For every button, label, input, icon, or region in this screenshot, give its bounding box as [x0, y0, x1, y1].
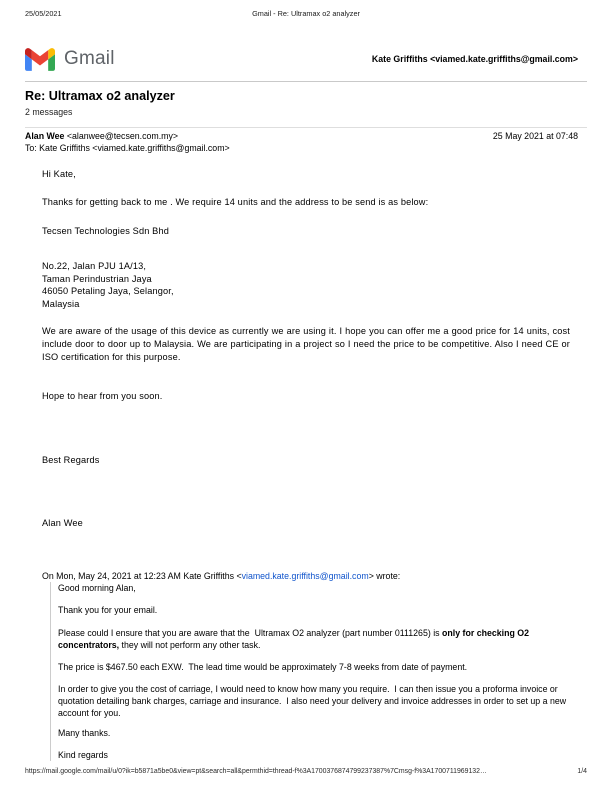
quote-paragraph: Kind regards: [58, 750, 108, 760]
print-title: Gmail - Re: Ultramax o2 analyzer: [252, 9, 360, 18]
message-header: [25, 131, 578, 141]
quoted-message: [50, 582, 578, 761]
gmail-logo-text: Gmail: [64, 48, 115, 69]
attribution-prefix: On Mon, May 24, 2021 at 12:23 AM Kate Griffiths <: [42, 571, 242, 581]
address-line: Taman Perindustrian Jaya: [42, 273, 152, 284]
quote-paragraph: Many thanks.: [58, 728, 111, 738]
print-date: 25/05/2021: [25, 9, 62, 18]
quote-paragraph: Thank you for your email.: [58, 605, 158, 615]
gmail-m-icon: [25, 48, 55, 71]
body-paragraph: Hope to hear from you soon.: [42, 391, 163, 401]
address-block: [42, 260, 570, 310]
recipient-line: To: Kate Griffiths <viamed.kate.griffiths@gmail.com>: [25, 143, 230, 153]
account-owner: Kate Griffiths <viamed.kate.griffiths@gmail.com>: [371, 54, 578, 64]
quote-text: Please could I ensure that you are aware that the Ultramax O2 analyzer (part number 0111265) is: [58, 628, 443, 638]
quote-paragraph: The price is $467.50 each EXW. The lead time would be approximately 7-8 weeks from date of payment.: [58, 662, 468, 672]
footer-page-number: 1/4: [577, 768, 587, 775]
body-paragraph: Thanks for getting back to me . We require 14 units and the address to be send is as below:: [42, 197, 429, 207]
quoted-message-section: [42, 570, 578, 761]
sender-email: <alanwee@tecsen.com.my>: [64, 131, 179, 141]
quote-paragraph: [58, 627, 578, 651]
gmail-header-row: [25, 44, 578, 74]
address-line: No.22, Jalan PJU 1A/13,: [42, 261, 147, 271]
message-body: [42, 168, 570, 530]
footer-url: https://mail.google.com/mail/u/0?ik=b5871a5be0&view=pt&search=all&permthid=thread-f%3A1700376874799237387%7Cmsg-f%3A1700711969132…: [25, 768, 487, 775]
message-count: 2 messages: [25, 107, 73, 117]
sender-line: [25, 131, 178, 141]
address-line: Malaysia: [42, 298, 80, 309]
quote-attribution: [42, 570, 578, 582]
body-paragraph: We are aware of the usage of this device as currently we are using it. I hope you can offer me a good price for 14 units, cost include door to door up to Malaysia. We are participating in a project so I need the price to be competitive. Also I need CE or ISO certification for this purpose.: [42, 326, 570, 362]
message-date: 25 May 2021 at 07:48: [492, 131, 578, 141]
print-meta-row: [0, 9, 612, 21]
closing-line: Best Regards: [42, 454, 100, 465]
company-name: Tecsen Technologies Sdn Bhd: [42, 226, 169, 236]
body-greeting: Hi Kate,: [42, 169, 76, 179]
signature: Alan Wee: [42, 518, 83, 528]
thread-subject: Re: Ultramax o2 analyzer: [25, 89, 175, 103]
thread-divider: [25, 127, 587, 128]
quote-paragraph: In order to give you the cost of carriage, I would need to know how many you require. I can then issue you a proforma invoice or quotation detailing bank charges, carriage and insurance. I also need your delivery and invoice addresses in order to set up a new account for you.: [58, 684, 569, 718]
print-footer: [25, 768, 587, 775]
quote-greeting: Good morning Alan,: [58, 583, 136, 593]
quote-bold-text: only for checking O2 concentrators,: [58, 628, 532, 650]
quote-text: they will not perform any other task.: [119, 640, 261, 650]
attribution-suffix: > wrote:: [368, 571, 401, 581]
gmail-logo: [25, 48, 115, 71]
sender-name: Alan Wee: [25, 131, 65, 141]
address-line: 46050 Petaling Jaya, Selangor,: [42, 286, 174, 296]
header-divider: [25, 81, 587, 82]
sender-email-link[interactable]: viamed.kate.griffiths@gmail.com: [241, 571, 369, 581]
